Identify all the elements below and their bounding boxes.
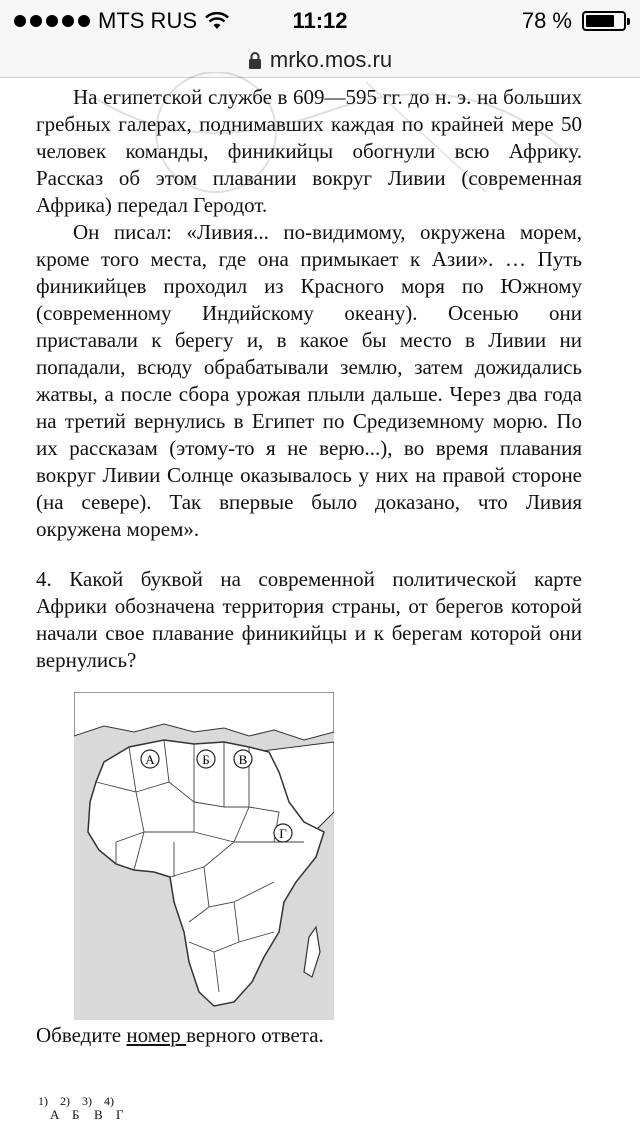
address-bar[interactable] — [0, 42, 640, 78]
lock-icon — [248, 51, 262, 69]
question-text: 4. Какой буквой на современной политической карте Африки обозначена территория страны, от берегов которой начали свое плавание финикийцы и к берегам которой они вернулись? — [36, 567, 582, 672]
battery-percent: 78 % — [521, 8, 572, 33]
answer-option-3[interactable] — [82, 1094, 104, 1124]
map-label-b: Б — [202, 752, 210, 767]
answer-letter: Б — [72, 1107, 80, 1122]
answer-option-1[interactable] — [38, 1094, 60, 1124]
answer-number: 2) — [60, 1094, 70, 1108]
battery-fill — [586, 15, 614, 27]
carrier-label: MTS RUS — [98, 8, 197, 33]
answer-number: 3) — [82, 1094, 92, 1108]
instruction-after: верного ответа. — [186, 1023, 324, 1047]
status-right — [522, 8, 626, 34]
instruction — [36, 1022, 324, 1049]
answer-number: 1) — [38, 1094, 48, 1108]
map-marker-a — [141, 750, 159, 768]
answer-options — [38, 1094, 126, 1127]
map-label-g: Г — [279, 826, 287, 841]
passage-paragraph-1: На египетской службе в 609—595 гг. до н. э. на больших гребных галерах, поднимавших каждая по крайней мере 50 человек команды, финикийцы обогнули всю Африку. Рассказ об этом плавании вокруг Ливии (современная Африка) передал Геродот. — [36, 85, 582, 217]
instruction-underlined: номер — [126, 1023, 187, 1047]
map-label-v: В — [238, 752, 248, 767]
africa-map-drawing — [74, 692, 334, 1020]
answer-option-4[interactable] — [104, 1094, 126, 1124]
instruction-before: Обведите — [36, 1023, 127, 1047]
map-label-a: А — [145, 752, 155, 767]
map-marker-b — [197, 750, 215, 768]
url-text: mrko.mos.ru — [269, 46, 393, 72]
answer-letter: Г — [116, 1107, 124, 1122]
answer-number: 4) — [104, 1094, 114, 1108]
answer-letter: В — [94, 1107, 103, 1122]
status-bar — [0, 0, 640, 42]
clock: 11:12 — [292, 8, 348, 33]
map-marker-v — [234, 750, 252, 768]
map-marker-g — [274, 824, 292, 842]
answer-letter: А — [50, 1107, 60, 1122]
answer-option-2[interactable] — [60, 1094, 82, 1124]
africa-map — [74, 692, 334, 1020]
passage — [36, 84, 582, 543]
passage-paragraph-2: Он писал: «Ливия... по-видимому, окружена морем, кроме того места, где она примыкает к Азии». … Путь финикийцев проходил из Красного моря по Южному (современному Индийскому океану). Осенью они приставали к берегу и, в какое бы место в Ливии ни попадали, всюду обрабатывали землю, затем дожидались жатвы, а после сбора урожая плыли дальше. Через два года на третий вернулись в Египет по Средиземному морю. По их рассказам (этому-то я не верю...), во время плавания вокруг Ливии Солнце оказывалось у них на правой стороне (на севере). Так впервые было доказано, что Ливия окружена морем». — [36, 220, 582, 541]
battery-icon — [582, 11, 626, 31]
